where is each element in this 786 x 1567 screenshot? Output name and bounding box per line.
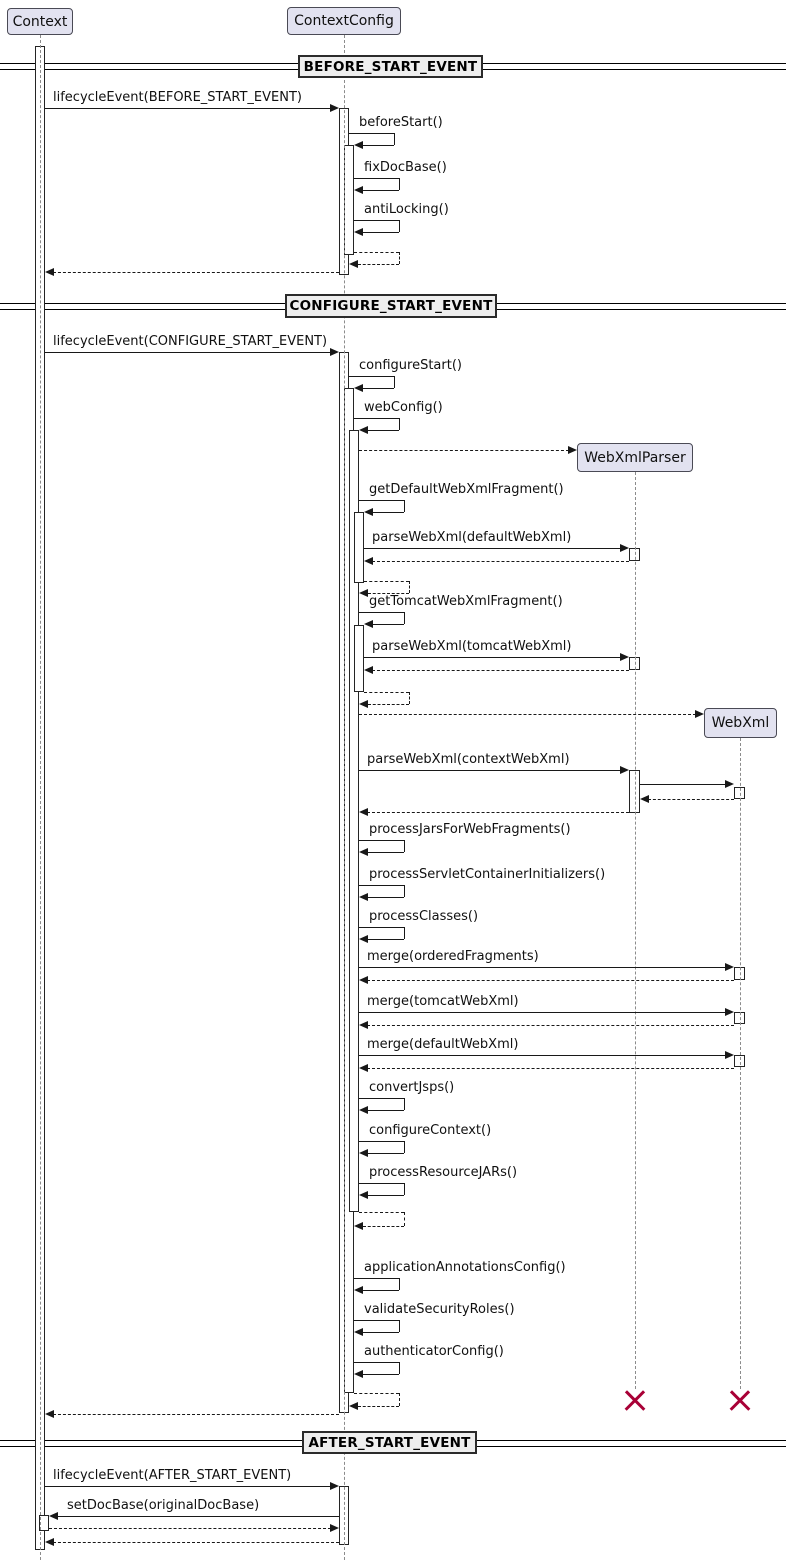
lifeline-context: [40, 35, 41, 1560]
self-loop-side: [409, 692, 410, 704]
participant-box-contextconfig: ContextConfig: [287, 7, 401, 35]
self-loop-top: [354, 178, 399, 179]
message-label: getDefaultWebXmlFragment(): [369, 482, 564, 497]
message-label: parseWebXml(defaultWebXml): [372, 530, 572, 545]
arrowhead-icon: [354, 1286, 363, 1294]
self-loop-top: [354, 1393, 399, 1394]
arrowhead-icon: [330, 1524, 339, 1532]
message-label: antiLocking(): [364, 202, 449, 217]
message-line: [49, 1528, 331, 1529]
message-line: [367, 1025, 734, 1026]
message-label: merge(orderedFragments): [367, 949, 539, 964]
self-loop-top: [359, 885, 404, 886]
self-loop-side: [404, 612, 405, 624]
message-line: [359, 714, 696, 715]
participant-box-webxmlparser: WebXmlParser: [577, 443, 693, 472]
self-loop-side: [404, 840, 405, 852]
message-line: [359, 450, 569, 451]
message-label: validateSecurityRoles(): [364, 1302, 515, 1317]
arrowhead-icon: [330, 1482, 339, 1490]
message-label: setDocBase(originalDocBase): [67, 1498, 260, 1513]
self-loop-bottom: [373, 512, 404, 513]
message-label: authenticatorConfig(): [364, 1344, 504, 1359]
self-loop-top: [354, 418, 399, 419]
self-loop-side: [404, 1141, 405, 1153]
arrowhead-icon: [359, 1106, 368, 1114]
self-loop-side: [399, 1362, 400, 1374]
self-loop-side: [404, 1183, 405, 1195]
self-loop-side: [399, 252, 400, 264]
arrowhead-icon: [354, 1370, 363, 1378]
message-line: [372, 670, 629, 671]
arrowhead-icon: [359, 1021, 368, 1029]
self-loop-top: [354, 252, 399, 253]
message-line: [53, 272, 339, 273]
arrowhead-icon: [354, 1328, 363, 1336]
arrowhead-icon: [725, 1051, 734, 1059]
arrowhead-icon: [354, 186, 363, 194]
arrowhead-icon: [364, 620, 373, 628]
arrowhead-icon: [620, 544, 629, 552]
self-loop-top: [359, 1183, 404, 1184]
arrowhead-icon: [354, 228, 363, 236]
arrowhead-icon: [349, 1402, 358, 1410]
self-loop-side: [409, 581, 410, 593]
arrowhead-icon: [354, 141, 363, 149]
message-line: [359, 770, 621, 771]
arrowhead-icon: [359, 1064, 368, 1072]
lifeline-contextconfig: [344, 35, 345, 1560]
arrowhead-icon: [359, 808, 368, 816]
self-loop-side: [399, 220, 400, 232]
self-loop-side: [399, 1320, 400, 1332]
self-loop-top: [359, 1212, 404, 1213]
arrowhead-icon: [349, 260, 358, 268]
message-label: configureContext(): [369, 1123, 492, 1138]
self-loop-bottom: [368, 852, 404, 853]
arrowhead-icon: [330, 104, 339, 112]
self-loop-top: [354, 220, 399, 221]
arrowhead-icon: [354, 384, 363, 392]
arrowhead-icon: [45, 1410, 54, 1418]
self-loop-top: [349, 133, 394, 134]
arrowhead-icon: [359, 976, 368, 984]
arrowhead-icon: [359, 1191, 368, 1199]
self-loop-top: [359, 500, 404, 501]
self-loop-bottom: [368, 1195, 404, 1196]
arrowhead-icon: [359, 1149, 368, 1157]
message-line: [45, 108, 331, 109]
self-loop-bottom: [363, 1374, 399, 1375]
message-label: applicationAnnotationsConfig(): [364, 1260, 566, 1275]
self-loop-bottom: [368, 939, 404, 940]
arrowhead-icon: [359, 935, 368, 943]
arrowhead-icon: [359, 893, 368, 901]
self-loop-bottom: [368, 897, 404, 898]
message-line: [45, 352, 331, 353]
self-loop-side: [399, 1393, 400, 1406]
activation-bar: [354, 625, 364, 692]
arrowhead-icon: [364, 508, 373, 516]
arrowhead-icon: [725, 780, 734, 788]
arrowhead-icon: [364, 666, 373, 674]
lifeline-webxml: [740, 738, 741, 1389]
message-line: [648, 799, 734, 800]
self-loop-bottom: [368, 430, 399, 431]
message-line: [57, 1516, 339, 1517]
self-loop-top: [354, 1320, 399, 1321]
message-label: merge(defaultWebXml): [367, 1037, 519, 1052]
self-loop-bottom: [373, 624, 404, 625]
arrowhead-icon: [49, 1512, 58, 1520]
message-label: lifecycleEvent(AFTER_START_EVENT): [53, 1468, 292, 1483]
arrowhead-icon: [45, 1538, 54, 1546]
arrowhead-icon: [359, 426, 368, 434]
message-label: lifecycleEvent(CONFIGURE_START_EVENT): [53, 334, 328, 349]
self-loop-top: [359, 612, 404, 613]
message-label: processServletContainerInitializers(): [369, 867, 606, 882]
self-loop-side: [394, 133, 395, 145]
message-line: [359, 1012, 726, 1013]
arrowhead-icon: [568, 446, 577, 454]
message-line: [359, 967, 726, 968]
arrowhead-icon: [359, 700, 368, 708]
self-loop-bottom: [363, 388, 394, 389]
arrowhead-icon: [364, 557, 373, 565]
self-loop-side: [404, 500, 405, 512]
self-loop-bottom: [358, 1406, 399, 1407]
self-loop-bottom: [368, 1153, 404, 1154]
self-loop-top: [359, 840, 404, 841]
self-loop-bottom: [358, 264, 399, 265]
message-label: parseWebXml(tomcatWebXml): [372, 639, 572, 654]
message-label: processJarsForWebFragments(): [369, 822, 571, 837]
message-line: [45, 1486, 331, 1487]
self-loop-side: [394, 376, 395, 388]
participant-box-context: Context: [7, 8, 73, 35]
self-loop-top: [354, 1362, 399, 1363]
self-loop-bottom: [363, 1332, 399, 1333]
message-label: processResourceJARs(): [369, 1165, 518, 1180]
message-line: [372, 561, 629, 562]
self-loop-top: [364, 581, 409, 582]
self-loop-side: [404, 885, 405, 897]
message-label: lifecycleEvent(BEFORE_START_EVENT): [53, 90, 302, 105]
message-line: [53, 1414, 339, 1415]
self-loop-top: [354, 1278, 399, 1279]
arrowhead-icon: [725, 1008, 734, 1016]
divider-label: CONFIGURE_START_EVENT: [285, 294, 497, 318]
self-loop-top: [364, 692, 409, 693]
divider-label: AFTER_START_EVENT: [302, 1431, 477, 1454]
arrowhead-icon: [359, 848, 368, 856]
arrowhead-icon: [620, 766, 629, 774]
message-line: [364, 657, 621, 658]
message-line: [367, 980, 734, 981]
self-loop-top: [359, 1098, 404, 1099]
arrowhead-icon: [695, 710, 704, 718]
lifeline-webxmlparser: [635, 472, 636, 1389]
self-loop-side: [404, 927, 405, 939]
self-loop-bottom: [363, 190, 399, 191]
message-label: convertJsps(): [369, 1080, 455, 1095]
message-label: webConfig(): [364, 400, 443, 415]
self-loop-top: [359, 1141, 404, 1142]
arrowhead-icon: [725, 963, 734, 971]
message-line: [359, 1055, 726, 1056]
self-loop-side: [399, 178, 400, 190]
activation-bar: [354, 512, 364, 583]
message-line: [364, 548, 621, 549]
self-loop-side: [399, 418, 400, 430]
self-loop-side: [399, 1278, 400, 1290]
self-loop-bottom: [363, 1290, 399, 1291]
message-label: merge(tomcatWebXml): [367, 994, 519, 1009]
message-label: parseWebXml(contextWebXml): [367, 752, 570, 767]
arrowhead-icon: [620, 653, 629, 661]
self-loop-bottom: [368, 704, 409, 705]
self-loop-bottom: [363, 232, 399, 233]
arrowhead-icon: [640, 795, 649, 803]
arrowhead-icon: [330, 348, 339, 356]
self-loop-side: [404, 1098, 405, 1110]
message-label: getTomcatWebXmlFragment(): [369, 594, 563, 609]
message-line: [367, 812, 629, 813]
arrowhead-icon: [45, 268, 54, 276]
activation-bar: [344, 145, 354, 255]
divider-label: BEFORE_START_EVENT: [298, 55, 483, 78]
message-line: [640, 784, 726, 785]
message-label: configureStart(): [359, 358, 462, 373]
participant-box-webxml: WebXml: [704, 708, 777, 738]
self-loop-top: [349, 376, 394, 377]
message-label: beforeStart(): [359, 115, 443, 130]
arrowhead-icon: [354, 1222, 363, 1230]
message-line: [367, 1068, 734, 1069]
arrowhead-icon: [359, 589, 368, 597]
message-label: fixDocBase(): [364, 160, 447, 175]
self-loop-bottom: [363, 145, 394, 146]
self-loop-bottom: [368, 1110, 404, 1111]
message-label: processClasses(): [369, 909, 479, 924]
message-line: [53, 1542, 339, 1543]
self-loop-top: [359, 927, 404, 928]
self-loop-bottom: [363, 1226, 404, 1227]
self-loop-side: [404, 1212, 405, 1226]
